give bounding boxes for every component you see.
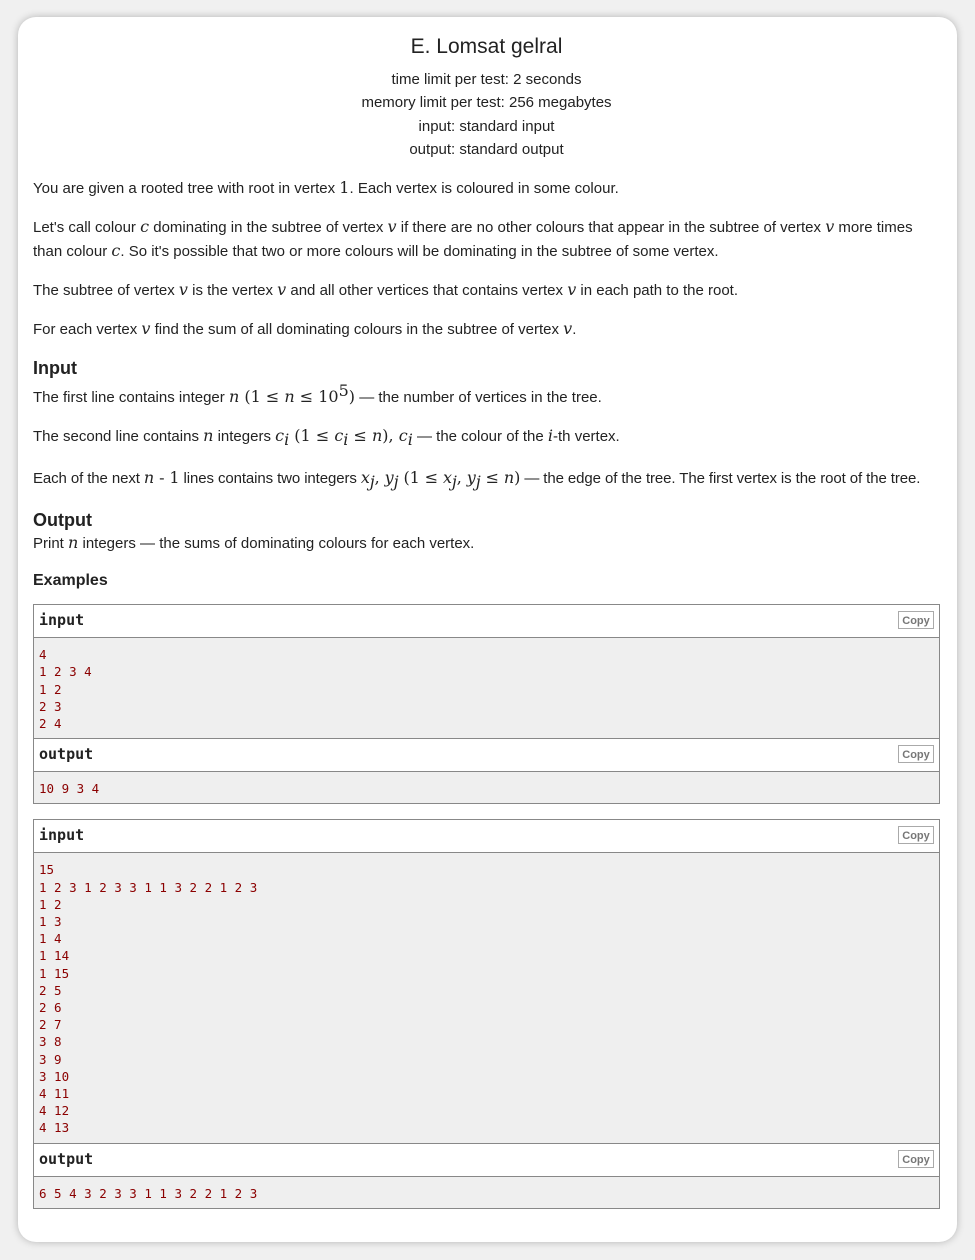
copy-output-button[interactable]: Copy (898, 1150, 934, 1168)
copy-input-button[interactable]: Copy (898, 611, 934, 629)
example-2-input (34, 853, 939, 1143)
output-file: output: standard output (409, 140, 564, 158)
example-1-input-text: 4 1 2 3 4 1 2 2 3 2 4 (39, 647, 92, 731)
input-line-3: Each of the next n - 1 lines contains two integers $x_j$, $y_j$ ($1 \le x_j$, $y_j \le n$) — the edge of the tree. The first vertex is the root of the tree. (33, 468, 921, 492)
copy-output-button[interactable]: Copy (898, 745, 934, 763)
input-heading: Input (33, 358, 77, 379)
memory-limit: memory limit per test: 256 megabytes (361, 94, 612, 112)
example-1-output-header (34, 739, 939, 772)
example-1-output (34, 772, 939, 803)
example-2-output (34, 1177, 939, 1208)
input-label: input (39, 826, 85, 845)
statement-paragraph-3: The subtree of vertex v is the vertex v and all other vertices that contains vertex v in each path to the root. (33, 280, 739, 300)
input-file: input: standard input (418, 117, 555, 135)
limits (33, 68, 940, 161)
input-line-1: The first line contains integer n $(1 \le n \le 10^5)$ — the number of vertices in the tree. (33, 381, 602, 407)
example-2-input-text: 15 1 2 3 1 2 3 3 1 1 3 2 2 1 2 3 1 2 1 3 1 4 1 14 1 15 2 5 2 6 2 7 3 8 3 9 3 10 4 11 4 12 4 13 (39, 862, 258, 1136)
example-1-input-header (34, 605, 939, 638)
examples-heading: Examples (33, 572, 108, 590)
example-2-input-header (34, 820, 939, 853)
example-2-output-header (34, 1144, 939, 1177)
example-1 (33, 604, 940, 804)
output-line-1: Print n integers — the sums of dominating colours for each vertex. (33, 533, 475, 553)
output-heading: Output (33, 510, 92, 531)
example-1-output-text: 10 9 3 4 (39, 781, 100, 797)
copy-input-button[interactable]: Copy (898, 826, 934, 844)
output-label: output (39, 745, 94, 764)
statement-paragraph-4: For each vertex v find the sum of all dominating colours in the subtree of vertex v. (33, 319, 577, 339)
problem-title: E. Lomsat gelral (410, 35, 563, 58)
statement-paragraph-1: You are given a rooted tree with root in vertex 1. Each vertex is coloured in some colour. (33, 178, 619, 198)
example-2 (33, 819, 940, 1208)
example-2-output-text: 6 5 4 3 2 3 3 1 1 3 2 2 1 2 3 (39, 1185, 258, 1201)
time-limit: time limit per test: 2 seconds (391, 71, 582, 88)
problem-card (18, 17, 957, 1242)
input-line-2: The second line contains n integers $c_i$ $(1 \le c_i \le n)$, $c_i$ — the colour of the i-th vertex. (33, 426, 620, 450)
input-label: input (39, 611, 85, 630)
output-label: output (39, 1149, 94, 1168)
example-1-input (34, 638, 939, 739)
statement-paragraph-2: Let's call colour c dominating in the subtree of vertex v if there are no other colours that appear in the subtree of vertex v more times than colour c. So it's possible that two or more colours will be dominating in the subtree of some vertex. (33, 217, 913, 261)
problem-content (33, 17, 940, 1209)
